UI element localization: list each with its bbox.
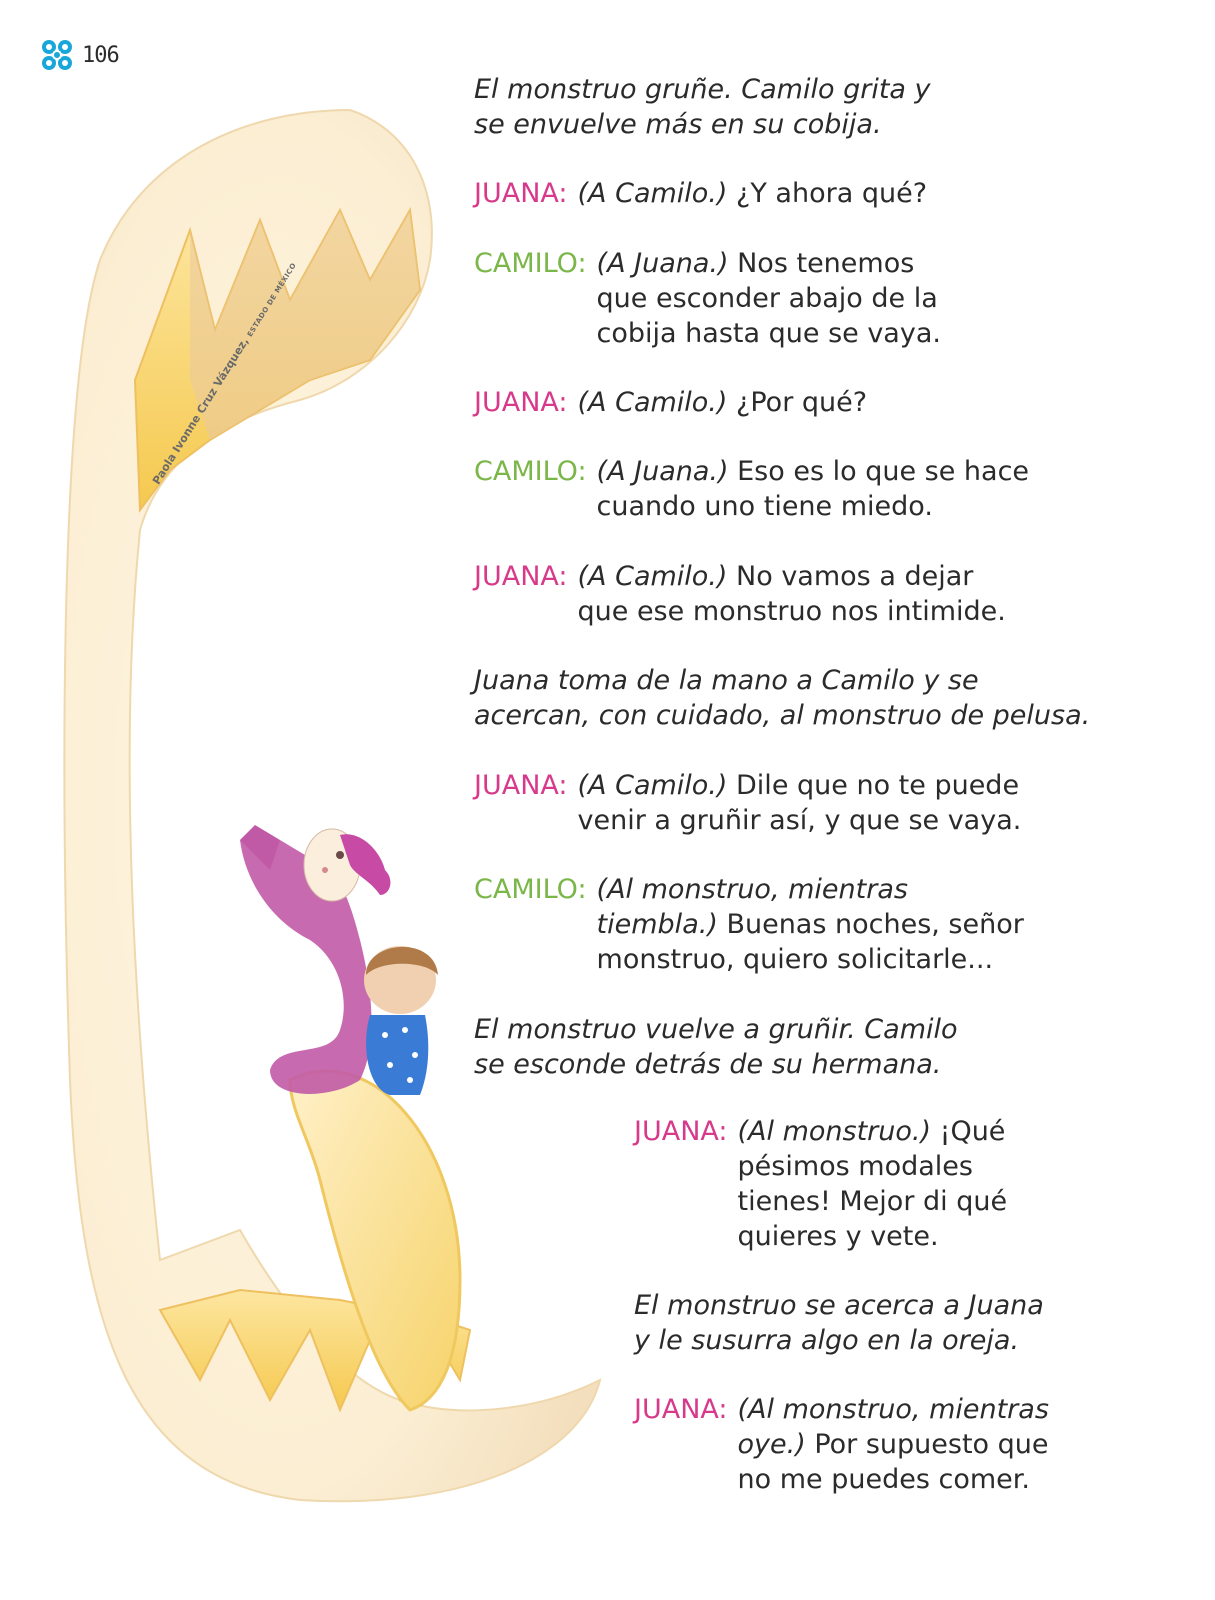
dialogue-camilo-3: CAMILO: (Al monstruo, mientras tiembla.) Buenas noches, señor monstruo, quiero solicitarle...: [474, 874, 1024, 975]
dialogue-juana-6: JUANA: (Al monstruo, mientras oye.) Por supuesto que no me puedes comer.: [634, 1394, 1049, 1495]
stage-direction-1: El monstruo gruñe. Camilo grita y se envuelve más en su cobija.: [474, 74, 931, 140]
illustrator-credit: Paola Ivonne Cruz Vázquez,ESTADO DE MÉXICO: [150, 261, 299, 487]
speaker-juana: JUANA:: [634, 1394, 728, 1425]
speaker-juana: JUANA:: [474, 561, 568, 592]
dialogue-juana-5: JUANA: (Al monstruo.) ¡Qué pésimos modales tienes! Mejor di qué quieres y vete.: [634, 1116, 1008, 1252]
dialogue-camilo-1: CAMILO: (A Juana.) Nos tenemos que esconder abajo de la cobija hasta que se vaya.: [474, 248, 941, 349]
speaker-camilo: CAMILO:: [474, 874, 587, 905]
dialogue-juana-1: JUANA: (A Camilo.) ¿Y ahora qué?: [474, 178, 928, 209]
page-number: 106: [82, 42, 119, 68]
flower-icon: [40, 38, 74, 72]
page-header: [40, 38, 119, 72]
speaker-camilo: CAMILO:: [474, 456, 587, 487]
stage-direction-3: El monstruo vuelve a gruñir. Camilo se esconde detrás de su hermana.: [474, 1014, 958, 1080]
dialogue-juana-4: JUANA: (A Camilo.) Dile que no te puede venir a gruñir así, y que se vaya.: [474, 770, 1022, 836]
speaker-camilo: CAMILO:: [474, 248, 587, 279]
dialogue-juana-2: JUANA: (A Camilo.) ¿Por qué?: [474, 387, 868, 418]
speaker-juana: JUANA:: [634, 1116, 728, 1147]
camilo-figure: [364, 946, 438, 1095]
stage-direction-2: Juana toma de la mano a Camilo y se acercan, con cuidado, al monstruo de pelusa.: [474, 665, 1091, 731]
speaker-juana: JUANA:: [474, 387, 568, 418]
dialogue-juana-3: JUANA: (A Camilo.) No vamos a dejar que ese monstruo nos intimide.: [474, 561, 1006, 627]
speaker-juana: JUANA:: [474, 178, 568, 209]
dialogue-camilo-2: CAMILO: (A Juana.) Eso es lo que se hace cuando uno tiene miedo.: [474, 456, 1030, 522]
speaker-juana: JUANA:: [474, 770, 568, 801]
stage-direction-4: El monstruo se acerca a Juana y le susurra algo en la oreja.: [634, 1290, 1044, 1356]
